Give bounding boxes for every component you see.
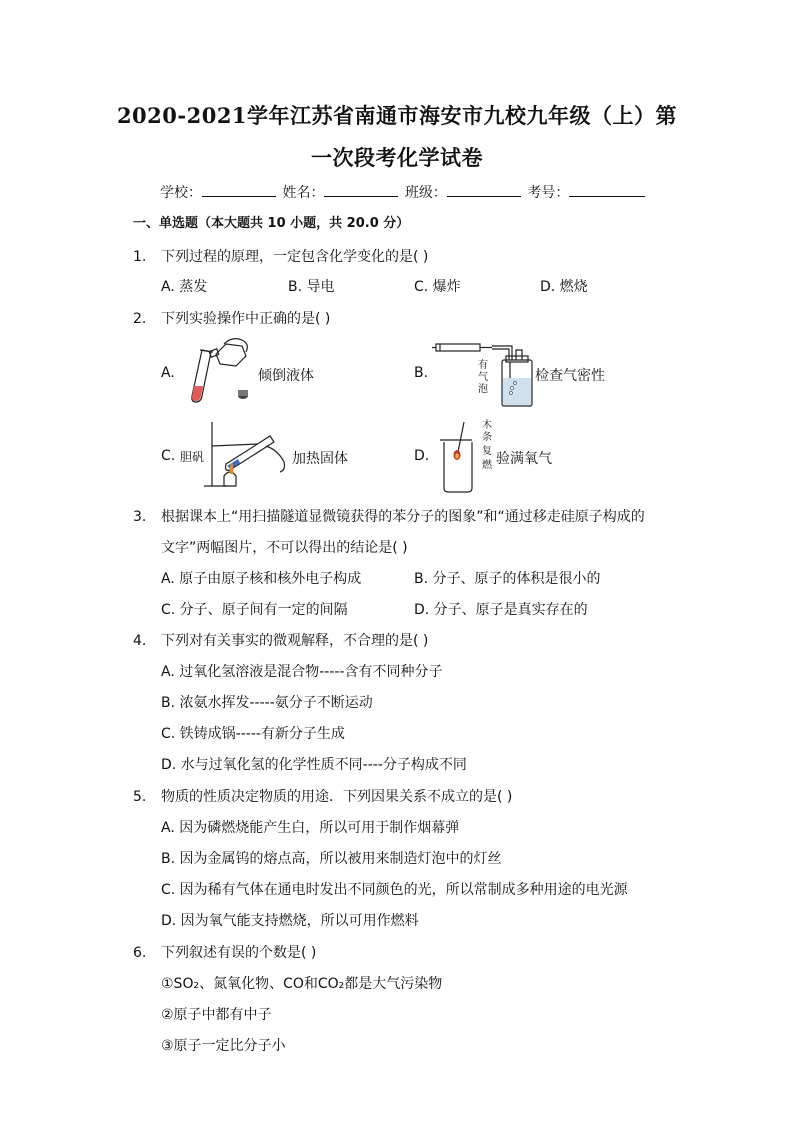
copper-sulfate-label: 胆矾 <box>180 450 205 464</box>
school-blank[interactable] <box>202 182 276 197</box>
q2-option-c-letter[interactable]: C. <box>161 448 176 464</box>
class-label: 班级： <box>404 185 447 201</box>
question-1 <box>133 246 428 266</box>
q5-option-a[interactable]: A. 因为磷燃烧能产生白，所以可用于制作烟幕弹 <box>161 820 460 836</box>
question-6 <box>133 942 316 962</box>
question-number: 4. <box>133 633 147 649</box>
question-4 <box>133 630 428 650</box>
question-2 <box>133 308 330 328</box>
question-text: 下列对有关事实的微观解释，不合理的是( ) <box>161 633 429 649</box>
q2-option-b-caption: 检查气密性 <box>535 368 605 384</box>
q3-option-c[interactable]: C. 分子、原子间有一定的间隔 <box>161 602 348 618</box>
q3-option-b[interactable]: B. 分子、原子的体积是很小的 <box>414 571 601 587</box>
q4-option-c[interactable]: C. 铁铸成锅-----有新分子生成 <box>161 726 345 742</box>
question-number: 1. <box>133 249 147 265</box>
exam-title-line2: 一次段考化学试卷 <box>311 145 483 170</box>
splint-label-3: 复 <box>482 446 492 457</box>
q6-statement-2: ②原子中都有中子 <box>161 1007 272 1023</box>
q2-option-d-letter[interactable]: D. <box>414 448 430 464</box>
id-label: 考号： <box>527 185 570 201</box>
q5-option-b[interactable]: B. 因为金属钨的熔点高，所以被用来制造灯泡中的灯丝 <box>161 851 502 867</box>
q2-option-b-letter[interactable]: B. <box>414 365 429 381</box>
bubble-label-3: 泡 <box>478 384 488 395</box>
q2-option-d-caption: 验满氧气 <box>496 451 552 467</box>
question-text: 下列实验操作中正确的是( ) <box>161 311 331 327</box>
q5-option-c[interactable]: C. 因为稀有气体在通电时发出不同颜色的光，所以常制成多种用途的电光源 <box>161 882 628 898</box>
q2-option-c-caption: 加热固体 <box>292 451 348 467</box>
bubble-label-2: 气 <box>478 372 488 383</box>
splint-label-1: 木 <box>482 420 492 431</box>
q3-option-d[interactable]: D. 分子、原子是真实存在的 <box>414 602 588 618</box>
q4-option-d[interactable]: D. 水与过氧化氢的化学性质不同----分子构成不同 <box>161 757 467 773</box>
section-heading: 一、单选题（本大题共 10 小题，共 20.0 分） <box>133 216 410 231</box>
splint-label-4: 燃 <box>482 460 492 471</box>
q2-option-a-letter[interactable]: A. <box>161 365 175 381</box>
question-3-line2: 文字”两幅图片，不可以得出的结论是( ) <box>161 540 408 556</box>
name-blank[interactable] <box>324 182 398 197</box>
question-number: 5. <box>133 789 147 805</box>
question-text: 下列过程的原理，一定包含化学变化的是( ) <box>161 249 429 265</box>
q1-option-c[interactable]: C. 爆炸 <box>414 279 461 295</box>
q1-option-b[interactable]: B. 导电 <box>288 279 335 295</box>
oxygen-check-diagram <box>438 418 482 494</box>
exam-title-line1: 2020-2021学年江苏省南通市海安市九校九年级（上）第 <box>116 103 678 128</box>
q4-option-b[interactable]: B. 浓氨水挥发-----氨分子不断运动 <box>161 695 373 711</box>
q5-option-d[interactable]: D. 因为氧气能支持燃烧，所以可用作燃料 <box>161 913 419 929</box>
school-label: 学校： <box>160 185 202 201</box>
pour-liquid-diagram <box>180 336 260 406</box>
student-info-line <box>160 182 647 202</box>
bubble-label-1: 有 <box>478 360 488 371</box>
class-blank[interactable] <box>447 182 521 197</box>
question-3 <box>133 506 645 526</box>
q6-statement-1: ①SO₂、氮氧化物、CO和CO₂都是大气污染物 <box>161 976 443 992</box>
question-text: 物质的性质决定物质的用途．下列因果关系不成立的是( ) <box>161 789 513 805</box>
q6-statement-3: ③原子一定比分子小 <box>161 1038 286 1054</box>
splint-label-2: 条 <box>482 432 492 443</box>
question-text: 下列叙述有误的个数是( ) <box>161 945 317 961</box>
id-blank[interactable] <box>569 182 645 197</box>
q1-option-a[interactable]: A. 蒸发 <box>161 279 208 295</box>
q2-option-a-caption: 倾倒液体 <box>258 368 314 384</box>
heating-solid-diagram <box>200 416 294 488</box>
q4-option-a[interactable]: A. 过氧化氢溶液是混合物-----含有不同种分子 <box>161 664 443 680</box>
question-text-line1: 根据课本上“用扫描隧道显微镜获得的苯分子的图象”和“通过移走硅原子构成的 <box>161 509 645 525</box>
name-label: 姓名： <box>282 185 325 201</box>
question-5 <box>133 786 512 806</box>
question-number: 3. <box>133 509 147 525</box>
q1-option-d[interactable]: D. 燃烧 <box>540 279 588 295</box>
q3-option-a[interactable]: A. 原子由原子核和核外电子构成 <box>161 571 362 587</box>
question-number: 6. <box>133 945 147 961</box>
question-number: 2. <box>133 311 147 327</box>
